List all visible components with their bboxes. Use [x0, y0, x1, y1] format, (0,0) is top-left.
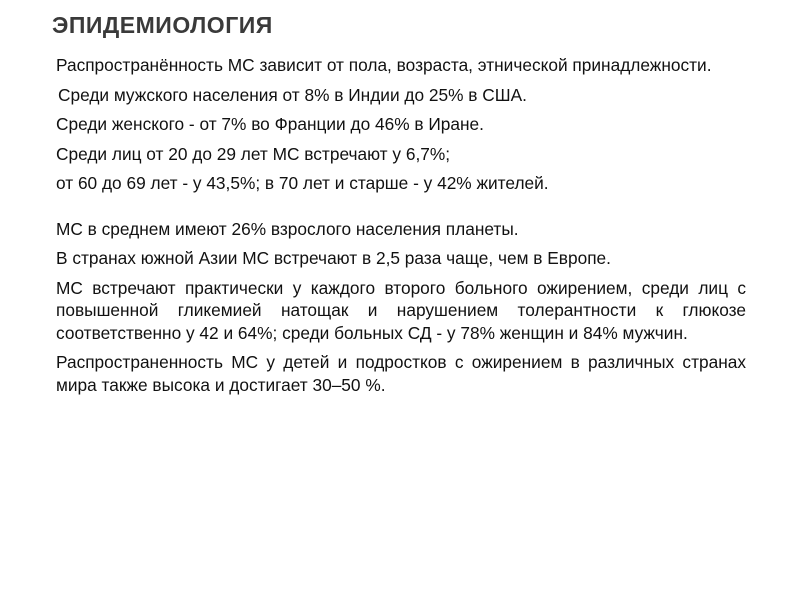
- paragraph-prevalence-factors: Распространённость МС зависит от пола, возраста, этнической принадлежности.: [56, 55, 712, 75]
- paragraph-adult-average: МС в среднем имеют 26% взрослого населения планеты.: [56, 218, 519, 239]
- slide-title: ЭПИДЕМИОЛОГИЯ: [52, 12, 273, 38]
- paragraph-south-asia: В странах южной Азии МС встречают в 2,5 раза чаще, чем в Европе.: [56, 248, 611, 268]
- paragraph-obesity-glycemia: МС встречают практически у каждого второго больного ожирением, среди лиц с повышенной гликемией натощак и нарушением толерантности к глюкозе соответственно у 42 и 64%; среди больных СД - у 78% женщин и 84% мужчин.: [56, 277, 746, 343]
- paragraph-children: Распространенность МС у детей и подростков с ожирением в различных странах мира также высока и достигает 30–50 %.: [56, 352, 746, 395]
- paragraph-spacer: [56, 202, 746, 218]
- slide-body: [56, 54, 746, 403]
- paragraph-male-population: Среди мужского населения от 8% в Индии до 25% в США.: [58, 84, 527, 105]
- paragraph-age-20-29: Среди лиц от 20 до 29 лет МС встречают у 6,7%;: [56, 143, 451, 164]
- paragraph-age-60-plus: от 60 до 69 лет - у 43,5%; в 70 лет и старше - у 42% жителей.: [56, 173, 549, 193]
- paragraph-female-population: Среди женского - от 7% во Франции до 46% в Иране.: [56, 114, 484, 134]
